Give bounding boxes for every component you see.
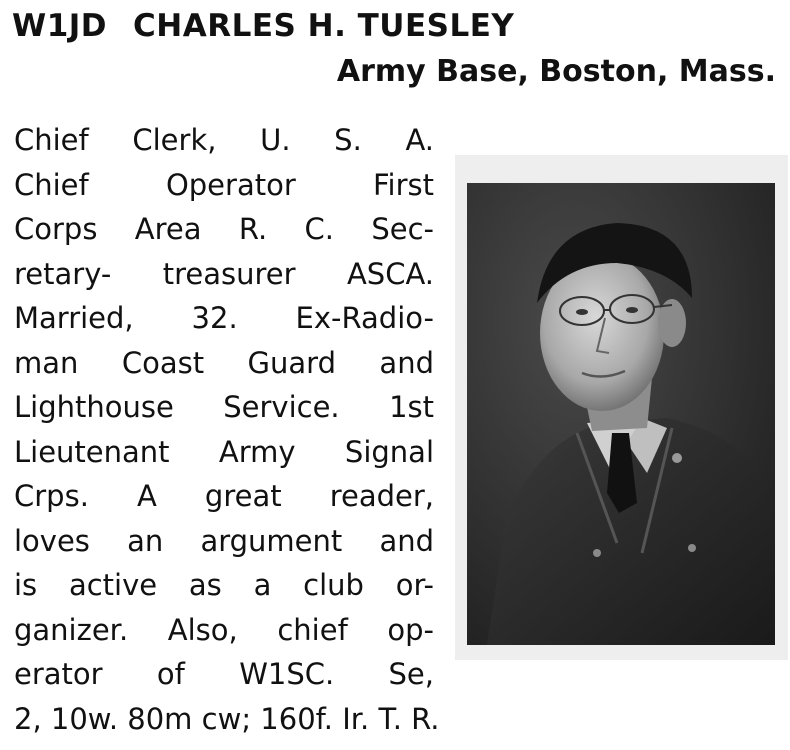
bio-line: retary- treasurer ASCA.	[14, 256, 434, 291]
bio-line: man Coast Guard and	[14, 345, 434, 380]
bio-line: Chief Clerk, U. S. A.	[14, 123, 434, 157]
member-location: Army Base, Boston, Mass.	[336, 54, 776, 89]
biography-text	[14, 118, 440, 741]
bio-line: Lighthouse Service. 1st	[14, 390, 434, 424]
bio-line: loves an argument and	[14, 523, 434, 558]
entry-header	[12, 8, 514, 44]
bio-line: Chief Operator First	[14, 167, 434, 202]
bio-line: is active as a club or-	[14, 568, 434, 602]
bio-line: ganizer. Also, chief op-	[14, 612, 434, 647]
callsign: W1JD	[12, 8, 108, 44]
bio-line: Crps. A great reader,	[14, 479, 434, 513]
portrait-image	[467, 183, 775, 645]
bio-line: Corps Area R. C. Sec-	[14, 212, 434, 246]
bio-line: Married, 32. Ex-Radio-	[14, 301, 434, 335]
bio-line: erator of W1SC. Se,	[14, 657, 434, 691]
bio-line: Lieutenant Army Signal	[14, 434, 434, 469]
photo-frame	[455, 155, 788, 660]
portrait-photo	[467, 183, 775, 645]
bio-line: 2, 10w. 80m cw; 160f. Ir. T. R.	[14, 701, 440, 736]
member-name: CHARLES H. TUESLEY	[133, 8, 515, 44]
